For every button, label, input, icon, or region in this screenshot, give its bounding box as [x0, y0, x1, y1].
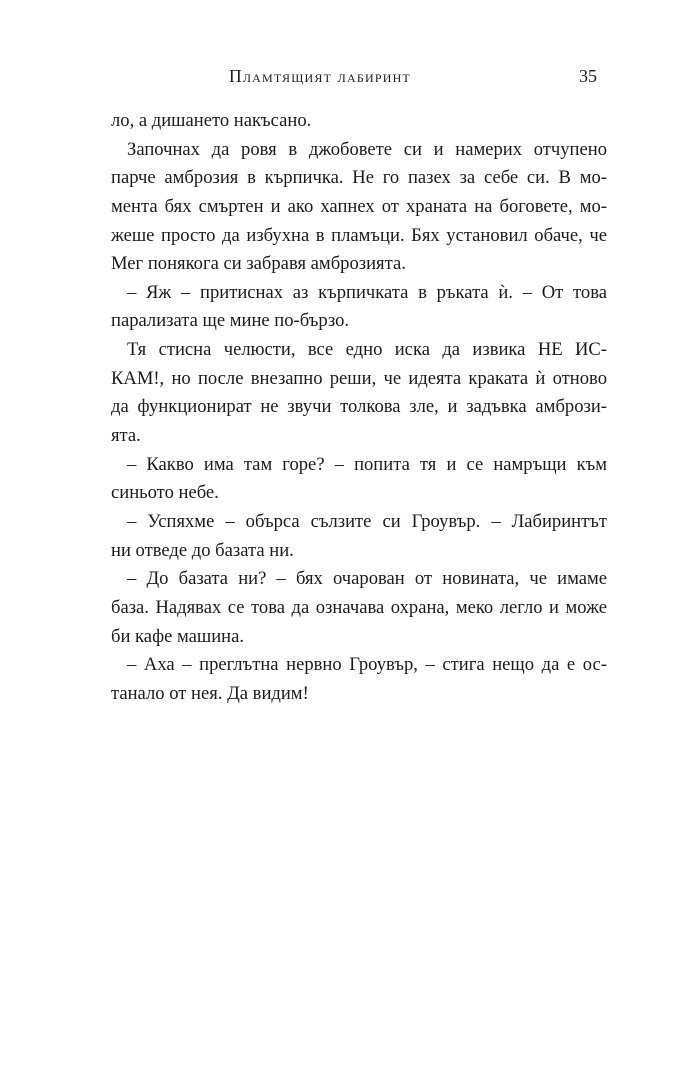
page-number: 35: [579, 66, 597, 86]
text-line: база. Надявах се това да означава охрана, меко легло и може: [111, 596, 607, 618]
text-line: КАМ!, но после внезапно реши, че идеята краката ѝ отново: [111, 367, 607, 389]
text-line: – Успяхме – обърса сълзите си Гроувър. – Лабиринтът: [127, 510, 607, 532]
text-line: синьото небе.: [111, 482, 219, 504]
text-line: – Аха – преглътна нервно Гроувър, – стига нещо да е ос-: [127, 654, 607, 676]
text-line: Мег понякога си забравя амброзията.: [111, 253, 406, 275]
text-line: ло, а дишането накъсано.: [111, 110, 312, 131]
text-line: танало от нея. Да видим!: [111, 682, 309, 704]
text-line: да функционират не звучи толкова зле, и задъвка амбрози-: [111, 396, 607, 418]
text-line: би кафе машина.: [111, 625, 245, 647]
text-line: – До базата ни? – бях очарован от новината, че имаме: [127, 568, 607, 590]
text-line: жеше просто да избухна в пламъци. Бях установил обаче, че: [111, 224, 607, 246]
text-line: – Яж – притиснах аз кърпичката в ръката ѝ. – От това: [127, 281, 607, 303]
text-line: ни отведе до базата ни.: [111, 539, 294, 561]
body-text: [111, 107, 607, 708]
text-line: парче амброзия в кърпичка. Не го пазех за себе си. В мо-: [111, 167, 607, 189]
text-line: мента бях смъртен и ако хапнех от храната на боговете, мо-: [111, 195, 607, 217]
text-line: – Какво има там горе? – попита тя и се намръщи към: [127, 453, 607, 475]
text-line: парализата ще мине по-бързо.: [111, 310, 350, 332]
text-line: ята.: [111, 425, 141, 447]
text-line: Започнах да ровя в джобовете си и намерих отчупено: [127, 138, 607, 160]
running-head-title: Пламтящият лабиринт: [229, 66, 411, 86]
text-line: Тя стисна челюсти, все едно иска да извика НЕ ИС-: [127, 339, 607, 361]
